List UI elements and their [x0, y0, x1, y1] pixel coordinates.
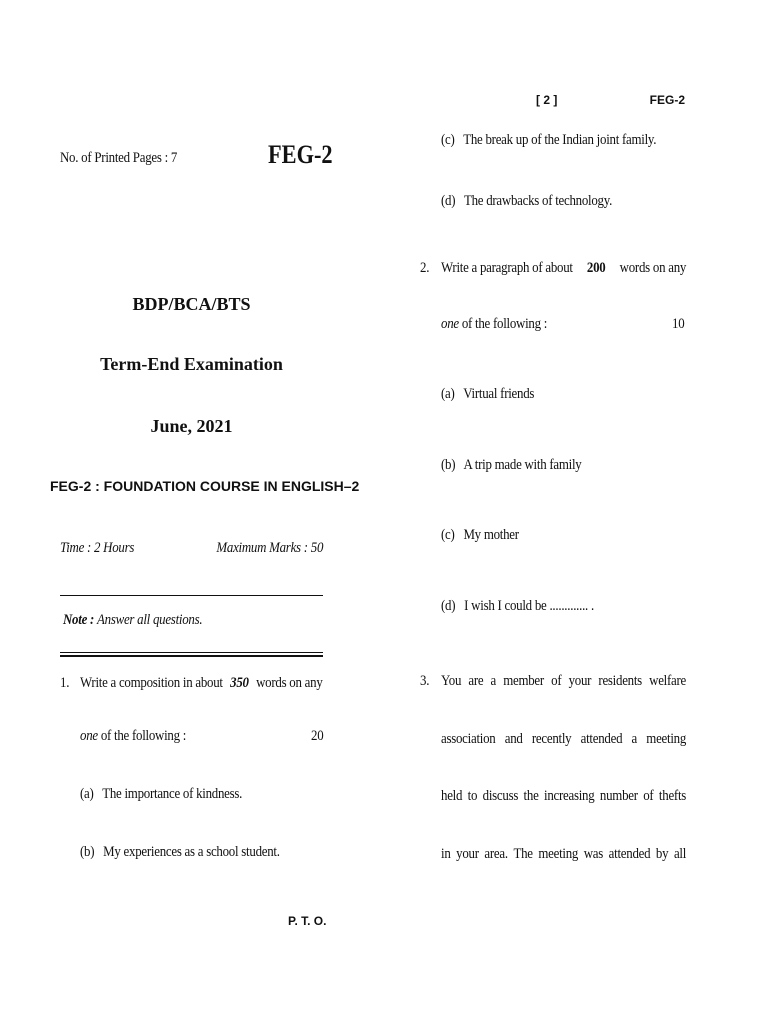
- option-label: (d): [441, 598, 456, 614]
- q3-word: by: [655, 845, 669, 862]
- q2-option-a: [441, 386, 534, 403]
- q3-number: 3.: [420, 673, 430, 689]
- page-number: [ 2 ]: [536, 93, 558, 107]
- q3-word: recently: [531, 730, 572, 747]
- q3-word: a: [490, 673, 497, 689]
- q3-word: attended: [608, 845, 651, 862]
- q3-word: number: [599, 788, 638, 804]
- q3-word: in: [441, 845, 451, 862]
- q3-word: The: [513, 845, 533, 862]
- q3-word: of: [643, 788, 654, 804]
- option-label: (a): [441, 386, 455, 402]
- option-text: My mother: [463, 527, 519, 543]
- pto: P. T. O.: [288, 914, 327, 928]
- exam-session: June, 2021: [150, 416, 233, 436]
- note-text: Answer all questions.: [97, 612, 203, 628]
- q1-option-d: [441, 193, 612, 210]
- q3-word: member: [503, 673, 544, 689]
- option-text: Virtual friends: [463, 386, 535, 402]
- option-label: (b): [441, 457, 456, 473]
- q3-word: welfare: [649, 673, 687, 689]
- course-title: FEG-2 : FOUNDATION COURSE IN ENGLISH–2: [50, 478, 360, 494]
- option-text: The importance of kindness.: [102, 786, 243, 802]
- q1-option-b: [80, 844, 280, 861]
- q3-word: residents: [598, 673, 642, 689]
- q1-line2: [80, 728, 186, 745]
- q3-word: increasing: [544, 788, 595, 804]
- q3-word: to: [467, 788, 478, 804]
- q3-line: [441, 846, 686, 866]
- option-text: A trip made with family: [463, 457, 582, 473]
- q1-marks: 20: [310, 728, 323, 744]
- q1-line2-em: one: [80, 728, 98, 744]
- option-text: I wish I could be ............. .: [464, 598, 594, 614]
- exam-time: Time : 2 Hours: [60, 540, 135, 556]
- q2-line1-post: words on any: [619, 260, 687, 276]
- double-rule-top: [60, 652, 323, 653]
- option-label: (c): [441, 132, 455, 148]
- q1-line1-pre: Write a composition in about: [80, 675, 223, 691]
- option-text: The drawbacks of technology.: [463, 193, 613, 209]
- q3-line: [441, 673, 686, 731]
- q2-line2-rest: of the following :: [461, 316, 548, 332]
- q2-option-c: [441, 527, 519, 544]
- q3-line: [441, 731, 686, 789]
- q3-word: held: [441, 788, 463, 804]
- q3-word: are: [468, 673, 484, 689]
- option-label: (b): [80, 844, 95, 860]
- q3-word: was: [583, 845, 604, 862]
- q3-word: You: [441, 673, 462, 689]
- right-paper-code: FEG-2: [649, 93, 685, 107]
- q3-word: your: [568, 673, 592, 689]
- q3-line: [441, 788, 686, 846]
- q2-marks: 10: [671, 316, 684, 332]
- q2-option-d: [441, 598, 594, 615]
- q3-word: association: [441, 730, 496, 747]
- q3-word: a: [631, 730, 638, 747]
- q3-word: attended: [580, 730, 623, 747]
- q3-word: of: [551, 673, 562, 689]
- q2-line2: [441, 316, 547, 333]
- q2-number: 2.: [420, 260, 430, 276]
- q1-option-c: [441, 132, 656, 149]
- q3-word: all: [673, 845, 687, 862]
- q1-number: 1.: [60, 675, 70, 691]
- q3-word: discuss: [482, 788, 519, 804]
- option-label: (d): [441, 193, 456, 209]
- note: [63, 612, 202, 629]
- q2-line1-pre: Write a paragraph of about: [441, 260, 573, 276]
- option-text: My experiences as a school student.: [103, 844, 280, 860]
- q3-word: meeting: [646, 730, 687, 747]
- divider: [60, 595, 323, 596]
- q3-word: area.: [484, 845, 508, 862]
- q2-word-count: 200: [586, 260, 606, 276]
- option-label: (a): [80, 786, 94, 802]
- option-label: (c): [441, 527, 455, 543]
- q1-line1-post: words on any: [256, 675, 323, 691]
- q3-text: [441, 673, 726, 866]
- option-text: The break up of the Indian joint family.: [463, 132, 657, 148]
- note-label: Note :: [63, 612, 95, 628]
- q2-option-b: [441, 457, 582, 474]
- q3-word: the: [523, 788, 539, 804]
- programme: BDP/BCA/BTS: [132, 294, 251, 314]
- q1-line2-rest: of the following :: [100, 728, 187, 744]
- q2-line2-em: one: [441, 316, 459, 332]
- exam-title: Term-End Examination: [100, 354, 283, 374]
- q3-word: thefts: [658, 788, 687, 804]
- maximum-marks: Maximum Marks : 50: [216, 540, 323, 556]
- q3-word: and: [504, 730, 523, 747]
- double-rule-bottom: [60, 655, 323, 657]
- q1-word-count: 350: [230, 675, 249, 691]
- q1-option-a: [80, 786, 242, 803]
- paper-code: FEG-2: [268, 140, 333, 169]
- q3-word: meeting: [538, 845, 579, 862]
- q3-word: your: [456, 845, 479, 862]
- q1-line1: [80, 675, 323, 692]
- q2-line1: [441, 260, 726, 277]
- printed-pages: No. of Printed Pages : 7: [60, 150, 178, 166]
